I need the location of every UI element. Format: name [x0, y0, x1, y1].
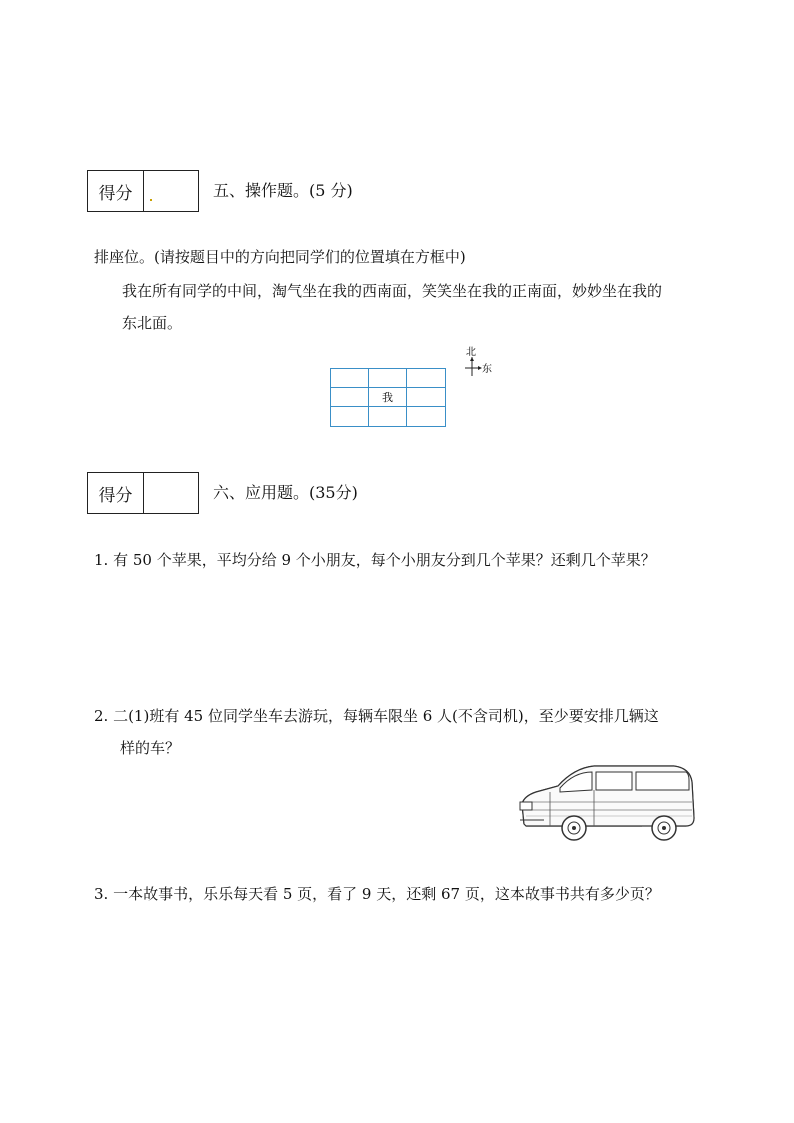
section5-title: 五、操作题。(5 分): [213, 181, 353, 200]
section6-title: 六、应用题。(35分): [213, 483, 358, 502]
compass-icon: [462, 344, 502, 380]
score-box-section5: [87, 170, 199, 212]
score-label: 得分: [88, 473, 144, 513]
compass-east-label: 东: [482, 364, 492, 375]
seat-cell-nw[interactable]: [331, 369, 369, 388]
seat-grid: [330, 368, 446, 427]
mark-dot: [150, 199, 152, 201]
seat-cell-w[interactable]: [331, 388, 369, 407]
van-icon: [514, 762, 698, 848]
compass-north-label: 北: [466, 347, 476, 358]
seat-cell-se[interactable]: [407, 407, 445, 426]
question-2-line1: 2. 二(1)班有 45 位同学坐车去游玩，每辆车限坐 6 人(不含司机)，至少要安排几辆这: [94, 707, 659, 725]
score-value-field[interactable]: [144, 473, 198, 513]
seat-cell-ne[interactable]: [407, 369, 445, 388]
seat-cell-e[interactable]: [407, 388, 445, 407]
score-label: 得分: [88, 171, 144, 211]
question-2-line2: 样的车？: [120, 739, 181, 757]
seat-cell-s[interactable]: [369, 407, 407, 426]
section5-desc-line2: 东北面。: [122, 314, 183, 332]
section5-desc-line1: 我在所有同学的中间，淘气坐在我的西南面，笑笑坐在我的正南面，妙妙坐在我的: [122, 282, 663, 300]
section5-instruction: 排座位。(请按题目中的方向把同学们的位置填在方框中): [94, 248, 466, 266]
seat-cell-center: 我: [369, 388, 407, 407]
question-3: 3. 一本故事书，乐乐每天看 5 页，看了 9 天，还剩 67 页，这本故事书共有多少页？: [94, 885, 660, 903]
seat-cell-n[interactable]: [369, 369, 407, 388]
score-box-section6: [87, 472, 199, 514]
score-value-field[interactable]: [144, 171, 198, 211]
seat-cell-sw[interactable]: [331, 407, 369, 426]
question-1: 1. 有 50 个苹果，平均分给 9 个小朋友，每个小朋友分到几个苹果？还剩几个苹果？: [94, 551, 656, 569]
